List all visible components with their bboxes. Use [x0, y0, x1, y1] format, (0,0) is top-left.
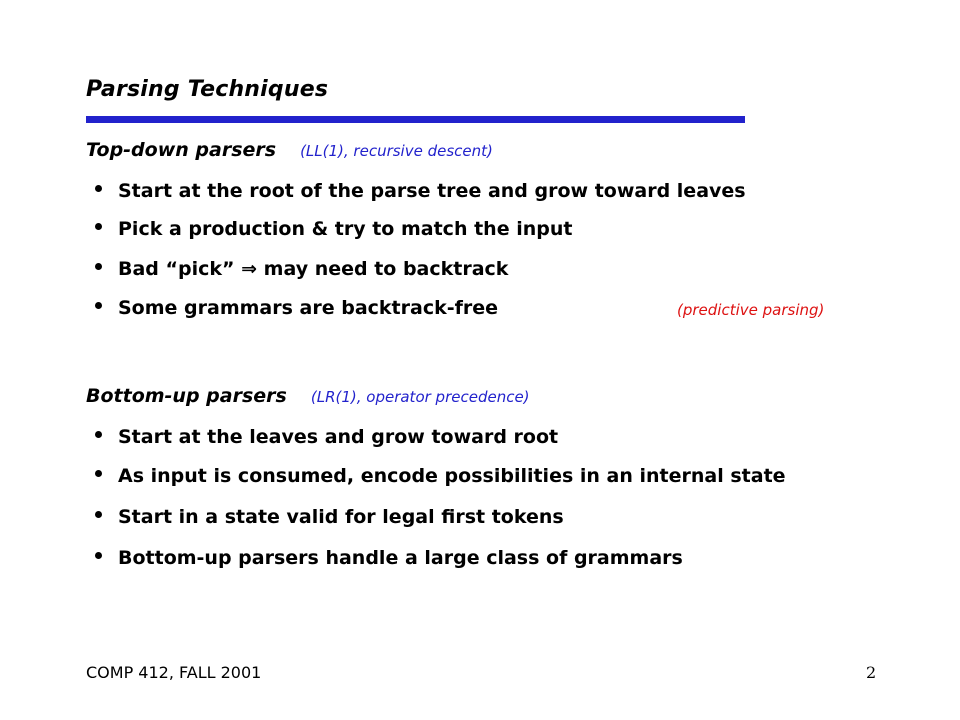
section-note: (LL(1), recursive descent): [300, 142, 493, 160]
footer-course: COMP 412, FALL 2001: [86, 663, 262, 682]
bullet-item: [86, 506, 564, 532]
bullet-note: (predictive parsing): [677, 301, 825, 319]
bullet-text: Start at the leaves and grow toward root: [118, 426, 559, 448]
section-note: (LR(1), operator precedence): [310, 388, 530, 406]
bullet-text: Some grammars are backtrack-free: [118, 297, 499, 319]
bullet-text: Bad “pick” ⇒ may need to backtrack: [118, 258, 509, 280]
bullet-item: [86, 180, 746, 206]
title-underline: [86, 116, 745, 123]
bullet-text: As input is consumed, encode possibilities in an internal state: [118, 465, 786, 487]
section-heading-bottom-up: [86, 385, 530, 411]
bullet-dot-icon: [95, 552, 102, 559]
bullet-dot-icon: [95, 511, 102, 518]
bullet-item: [86, 218, 572, 244]
section-title: Bottom-up parsers: [86, 385, 287, 407]
bullet-dot-icon: [95, 185, 102, 192]
bullet-item: [86, 258, 508, 284]
bullet-text: Bottom-up parsers handle a large class of grammars: [118, 547, 683, 569]
bullet-item: [86, 465, 786, 491]
bullet-item: [86, 426, 558, 452]
bullet-text: Start in a state valid for legal first tokens: [118, 506, 564, 528]
page-number: 2: [866, 663, 877, 682]
section-title: Top-down parsers: [86, 139, 277, 161]
bullet-dot-icon: [95, 470, 102, 477]
bullet-dot-icon: [95, 223, 102, 230]
bullet-text: Pick a production & try to match the input: [118, 218, 573, 240]
bullet-dot-icon: [95, 302, 102, 309]
slide-title: Parsing Techniques: [86, 77, 329, 102]
bullet-item: [86, 297, 825, 323]
bullet-dot-icon: [95, 431, 102, 438]
bullet-dot-icon: [95, 263, 102, 270]
bullet-item: [86, 547, 683, 573]
section-heading-top-down: [86, 139, 493, 165]
bullet-text: Start at the root of the parse tree and grow toward leaves: [118, 180, 746, 202]
